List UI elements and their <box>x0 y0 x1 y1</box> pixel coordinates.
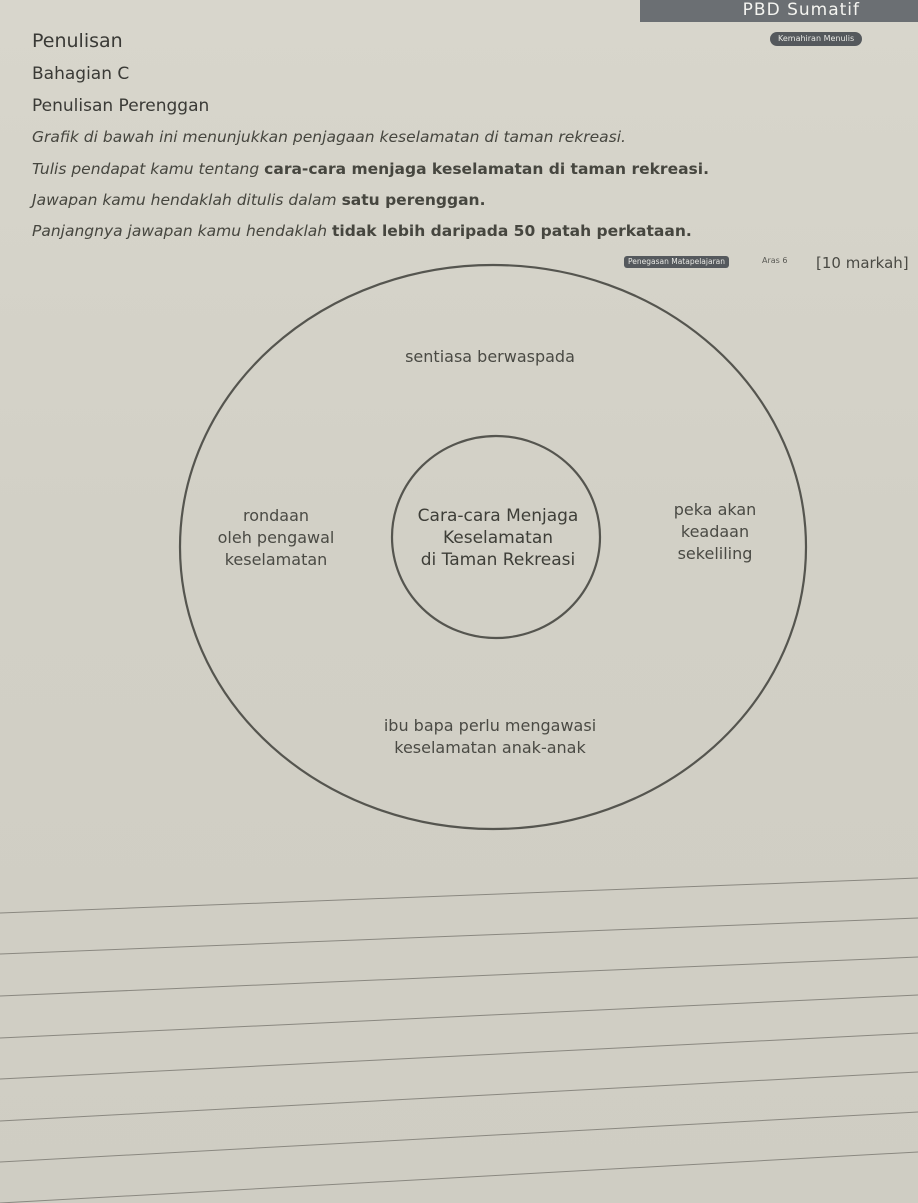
mindmap-node-top <box>340 346 640 368</box>
answer-lines <box>0 878 918 1203</box>
instruction-text: Jawapan kamu hendaklah ditulis dalam <box>32 191 337 209</box>
answer-line <box>0 1152 918 1203</box>
node-line: rondaan <box>242 506 310 525</box>
pbd-stamp: PBD Sumatif <box>742 0 860 20</box>
node-line: keselamatan <box>224 550 328 569</box>
mindmap-node-right <box>640 499 790 565</box>
answer-line <box>0 995 918 1038</box>
node-line: oleh pengawal <box>217 528 335 547</box>
section-title: Penulisan <box>32 30 123 52</box>
center-line: Keselamatan <box>442 528 554 548</box>
mindmap-node-left <box>186 505 366 571</box>
instruction-text: Tulis pendapat kamu tentang <box>32 160 260 178</box>
mindmap-center <box>396 505 600 571</box>
answer-line <box>0 957 918 996</box>
skill-badge: Kemahiran Menulis <box>770 32 862 46</box>
level-badge: Penegasan Matapelajaran <box>624 256 729 268</box>
section-subtitle: Penulisan Perenggan <box>32 96 210 116</box>
part-label: Bahagian C <box>32 64 130 84</box>
instruction-emphasis: satu perenggan. <box>341 191 486 209</box>
answer-line <box>0 1112 918 1162</box>
instruction-emphasis: cara-cara menjaga keselamatan di taman rekreasi. <box>264 160 709 178</box>
instruction-text: Panjangnya jawapan kamu hendaklah <box>32 222 328 240</box>
instruction-text: Grafik di bawah ini menunjukkan penjagaan keselamatan di taman rekreasi. <box>32 128 626 146</box>
node-line: ibu bapa perlu mengawasi <box>383 716 597 735</box>
center-line: Cara-cara Menjaga <box>417 506 579 526</box>
answer-line <box>0 918 918 954</box>
node-line: sekeliling <box>677 544 753 563</box>
node-text: sentiasa berwaspada <box>405 347 575 366</box>
node-line: peka akan <box>673 500 757 519</box>
center-line: di Taman Rekreasi <box>420 550 576 570</box>
answer-line <box>0 1072 918 1121</box>
mindmap-node-bottom <box>340 715 640 759</box>
instruction-emphasis: tidak lebih daripada 50 patah perkataan. <box>332 222 692 240</box>
answer-line <box>0 878 918 913</box>
node-line: keadaan <box>680 522 750 541</box>
node-line: keselamatan anak-anak <box>394 738 586 757</box>
level-code: Aras 6 <box>762 256 788 265</box>
marks-label: [10 markah] <box>816 254 909 272</box>
answer-line <box>0 1033 918 1079</box>
